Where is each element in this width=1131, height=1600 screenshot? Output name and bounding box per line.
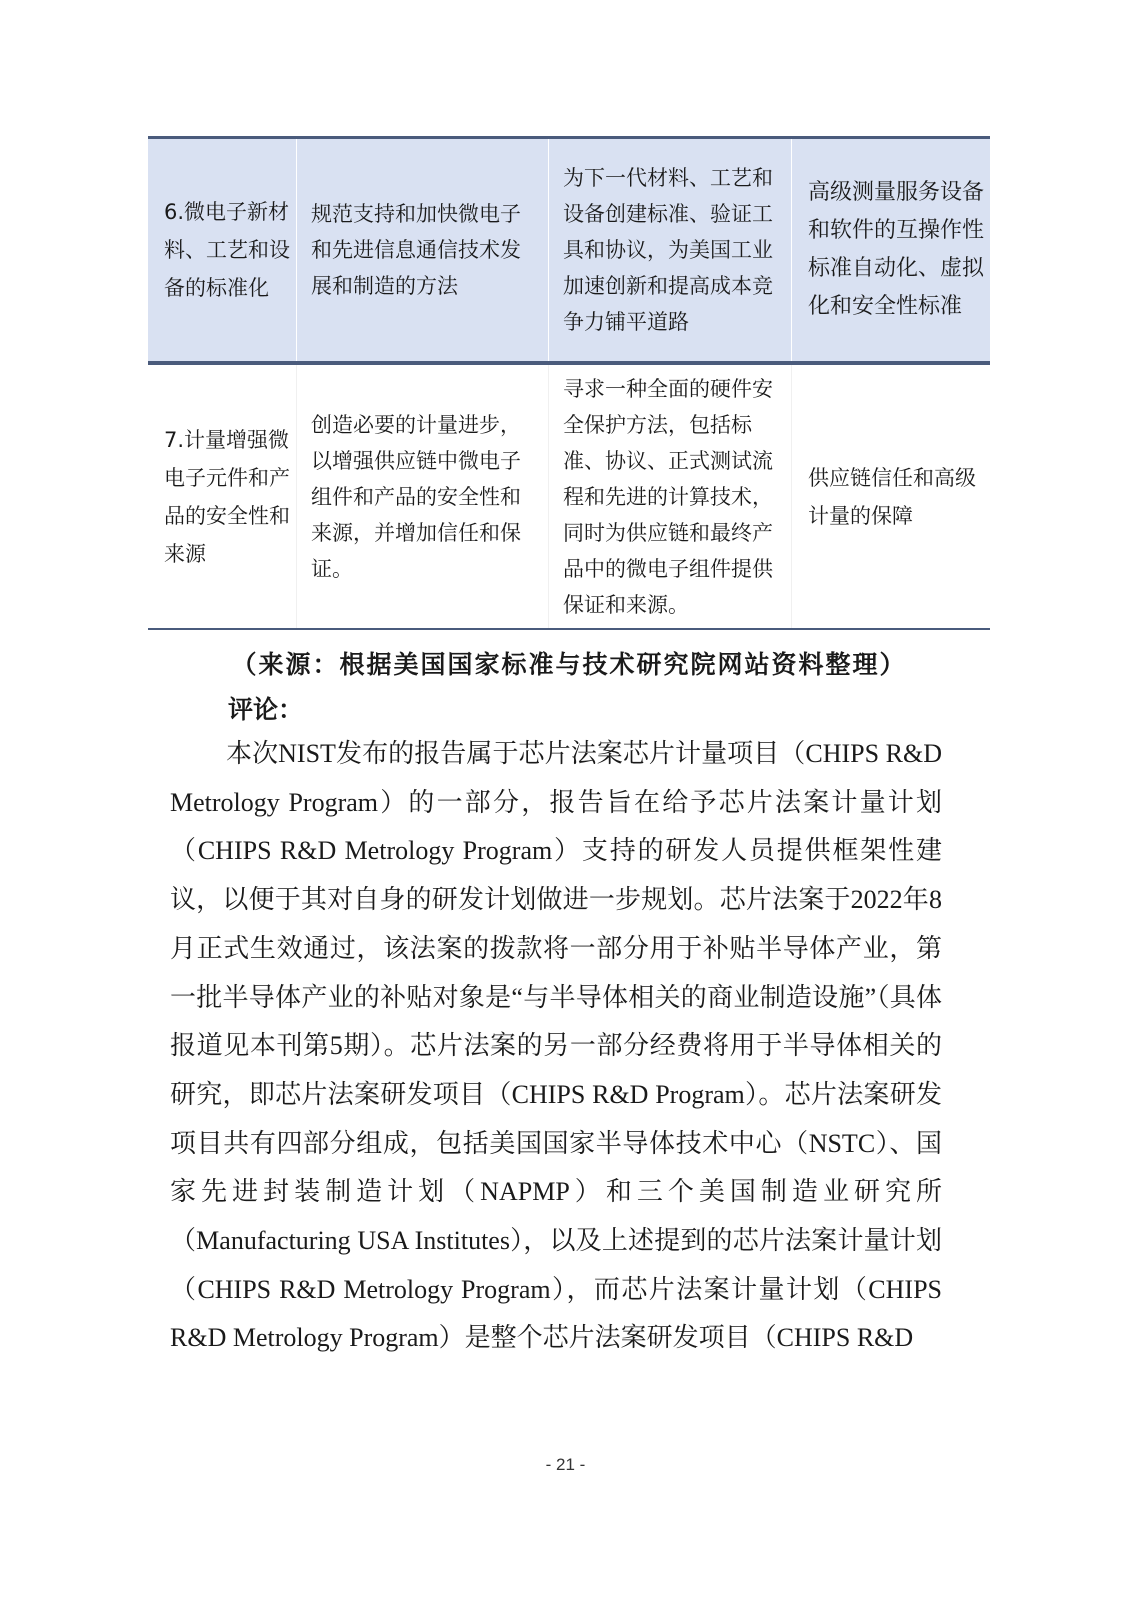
table-cell-focus: 高级测量服务设备和软件的互操作性标准自动化、虚拟化和安全性标准 (791, 139, 990, 361)
table-bottom-rule (148, 628, 990, 630)
table-cell-description: 寻求一种全面的硬件安全保护方法，包括标准、协议、正式测试流程和先进的计算技术，同时为供应链和最终产品中的微电子组件提供保证和来源。 (548, 365, 791, 628)
table-cell-goal: 创造必要的计量进步，以增强供应链中微电子组件和产品的安全性和来源，并增加信任和保证。 (296, 365, 548, 628)
comment-body-paragraph: 本次NIST发布的报告属于芯片法案芯片计量项目（CHIPS R&D Metrology Program）的一部分，报告旨在给予芯片法案计量计划（CHIPS R&D Metrology Program）支持的研发人员提供框架性建议，以便于其对自身的研发计划做进一步规划。芯片法案于2022年8月正式生效通过，该法案的拨款将一部分用于补贴半导体产业，第一批半导体产业的补贴对象是“与半导体相关的商业制造设施”（具体报道见本刊第5期）。芯片法案的另一部分经费将用于半导体相关的研究，即芯片法案研发项目（CHIPS R&D Program）。芯片法案研发项目共有四部分组成，包括美国国家半导体技术中心（NSTC）、国家先进封装制造计划（NAPMP）和三个美国制造业研究所（Manufacturing USA Institutes），以及上述提到的芯片法案计量计划（CHIPS R&D Metrology Program），而芯片法案计量计划（CHIPS R&D Metrology Program）是整个芯片法案研发项目（CHIPS R&D (170, 739, 942, 1353)
table-row (148, 139, 990, 361)
table-cell-goal: 规范支持和加快微电子和先进信息通信技术发展和制造的方法 (296, 139, 548, 361)
objectives-table (148, 136, 990, 630)
table-source-caption: （来源：根据美国国家标准与技术研究院网站资料整理） (231, 650, 907, 679)
comment-heading: 评论： (228, 695, 304, 724)
table-cell-objective: 6.微电子新材料、工艺和设备的标准化 (164, 200, 290, 300)
table-cell-objective: 7.计量增强微电子元件和产品的安全性和来源 (164, 427, 290, 566)
table-row (148, 365, 990, 628)
table-cell-focus: 供应链信任和高级计量的保障 (791, 365, 990, 628)
page-number: - 21 - (545, 1455, 586, 1474)
table-cell-description: 为下一代材料、工艺和设备创建标准、验证工具和协议，为美国工业加速创新和提高成本竞争力铺平道路 (548, 139, 791, 361)
